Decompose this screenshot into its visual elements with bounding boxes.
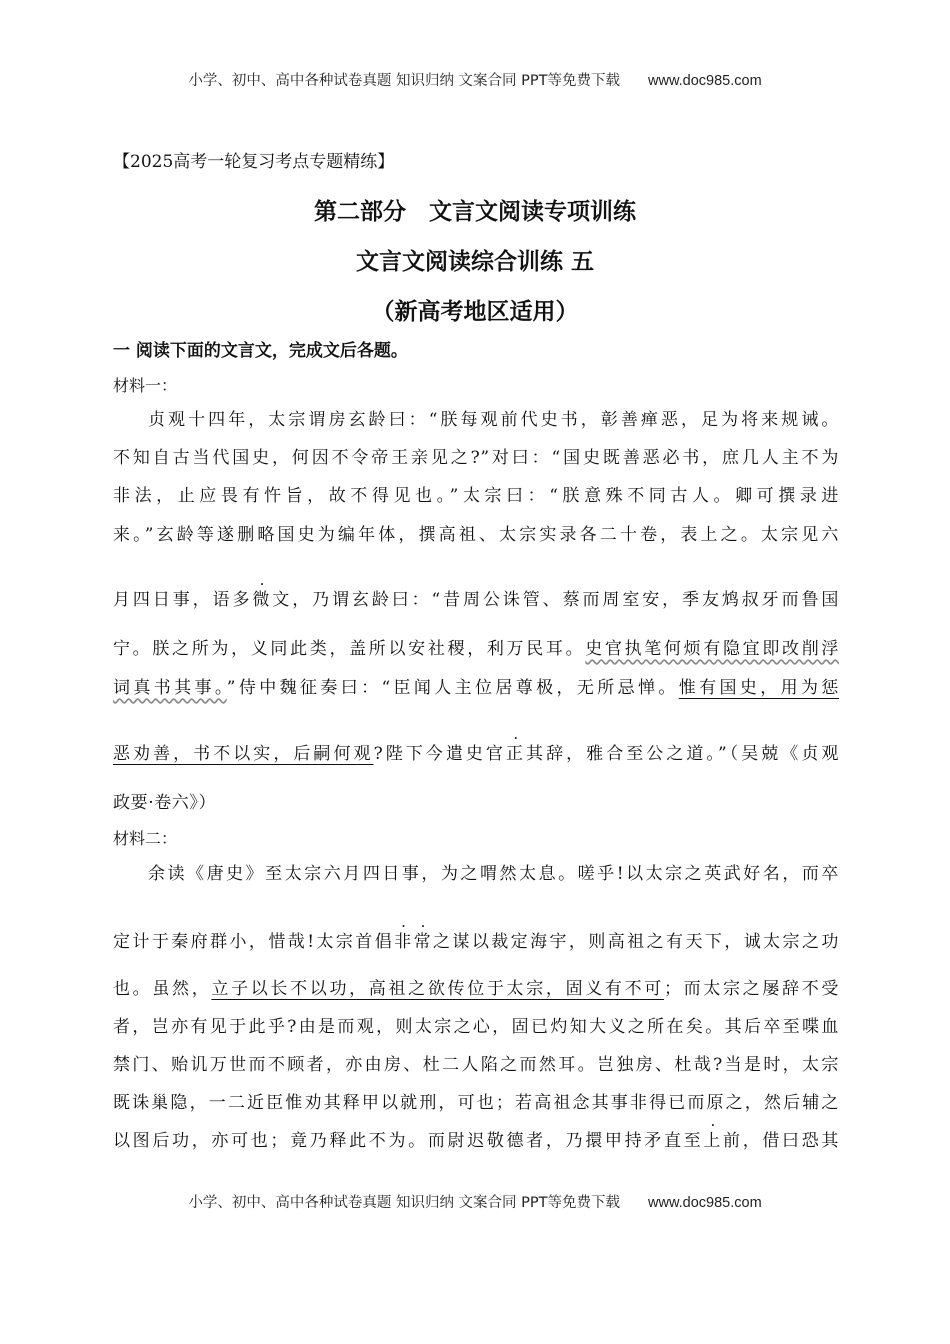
title-training: 文言文阅读综合训练 五 [355, 249, 594, 275]
text-line: 非法，止应畏有忤旨，故不得见也。”太宗曰：“朕意殊不同古人。卿可撰录进 [113, 486, 839, 506]
wavy-underlined-sentence: 史官执笔何烦有隐宜即改削浮 [585, 639, 839, 659]
underlined-sentence: 恶劝善，书不以实，后嗣何观 [113, 744, 374, 764]
title-part: 第二部分 文言文阅读专项训练 [314, 199, 636, 225]
emphasis-dot-char: 正 [505, 744, 527, 764]
page-header [0, 69, 950, 90]
emphasis-dot-char: 上 [703, 1131, 724, 1151]
title-region: （新高考地区适用） [371, 299, 579, 325]
series-tag: 【2025高考一轮复习考点专题精练】 [113, 152, 395, 172]
text-line: 既诛巢隐，一二近臣惟劝其释甲以就刑，可也；若高祖念其事非得已而原之，然后辅之 [113, 1093, 839, 1113]
underlined-sentence: 惟有国史，用为惩 [678, 678, 839, 698]
header-text: 小学、初中、高中各种试卷真题 知识归纳 文案合同 PPT等免费下载 [188, 73, 621, 89]
material-2-label: 材料二： [113, 829, 178, 848]
wavy-underlined-sentence: 词真书其事。 [113, 678, 227, 698]
text-line: 月四日事，语多微文，乃谓玄龄曰：“昔周公诛管、蔡而周室安，季友鸩叔牙而鲁国 [113, 590, 839, 610]
text-line: 定计于秦府群小，惜哉!太宗首倡非常之谋以裁定海宇，则高祖之有天下，诚太宗之功 [113, 932, 839, 952]
text-line: 词真书其事。”侍中魏征奏曰：“臣闻人主位居尊极，无所忌惮。惟有国史，用为惩 [113, 678, 839, 698]
text-line: 禁门、贻讥万世而不顾者，亦由房、杜二人陷之而然耳。岂独房、杜哉?当是时，太宗 [113, 1055, 839, 1075]
material-1-label: 材料一： [113, 376, 178, 395]
text-line: 恶劝善，书不以实，后嗣何观?陛下今遣史官正其辞，雅合至公之道。”（吴兢《贞观 [113, 744, 839, 764]
footer-text: 小学、初中、高中各种试卷真题 知识归纳 文案合同 PPT等免费下载 [188, 1195, 621, 1211]
page-footer [0, 1191, 950, 1212]
text-line: 以图后功，亦可也；竟乃释此不为。而尉迟敬德者，乃擐甲持矛直至上前，借曰恐其 [113, 1131, 840, 1151]
underlined-sentence: 立子以长不以功，高祖之欲传位于太宗，固义有不可 [211, 979, 664, 999]
text-line: 贞观十四年，太宗谓房玄龄曰：“朕每观前代史书，彰善瘅恶，足为将来规诫。 [148, 410, 839, 430]
text-line: 政要·卷六》） [113, 793, 217, 813]
text-line: 宁。朕之所为，义同此类，盖所以安社稷，利万民耳。史官执笔何烦有隐宜即改削浮 [113, 639, 839, 659]
emphasis-dot-char: 常 [413, 932, 433, 952]
text-line: 不知自古当代国史，何因不令帝王亲见之?”对曰：“国史既善恶必书，庶几人主不为 [113, 448, 839, 468]
text-line: 者，岂亦有见于此乎?由是而观，则太宗之心，固已灼知大义之所在矣。其后卒至喋血 [113, 1017, 839, 1037]
emphasis-dot-char: 微 [252, 590, 273, 610]
footer-url[interactable]: www.doc985.com [648, 1195, 762, 1211]
text-line: 余读《唐史》至太宗六月四日事，为之喟然太息。嗟乎!以太宗之英武好名，而卒 [148, 864, 839, 884]
text-line: 也。虽然，立子以长不以功，高祖之欲传位于太宗，固义有不可；而太宗之屡辞不受 [113, 979, 839, 999]
text-line: 来。”玄龄等遂删略国史为编年体，撰高祖、太宗实录各二十卷，表上之。太宗见六 [113, 525, 839, 545]
section-heading: 一 阅读下面的文言文，完成文后各题。 [113, 341, 408, 361]
emphasis-dot-char: 非 [394, 932, 414, 952]
header-url[interactable]: www.doc985.com [648, 73, 762, 89]
